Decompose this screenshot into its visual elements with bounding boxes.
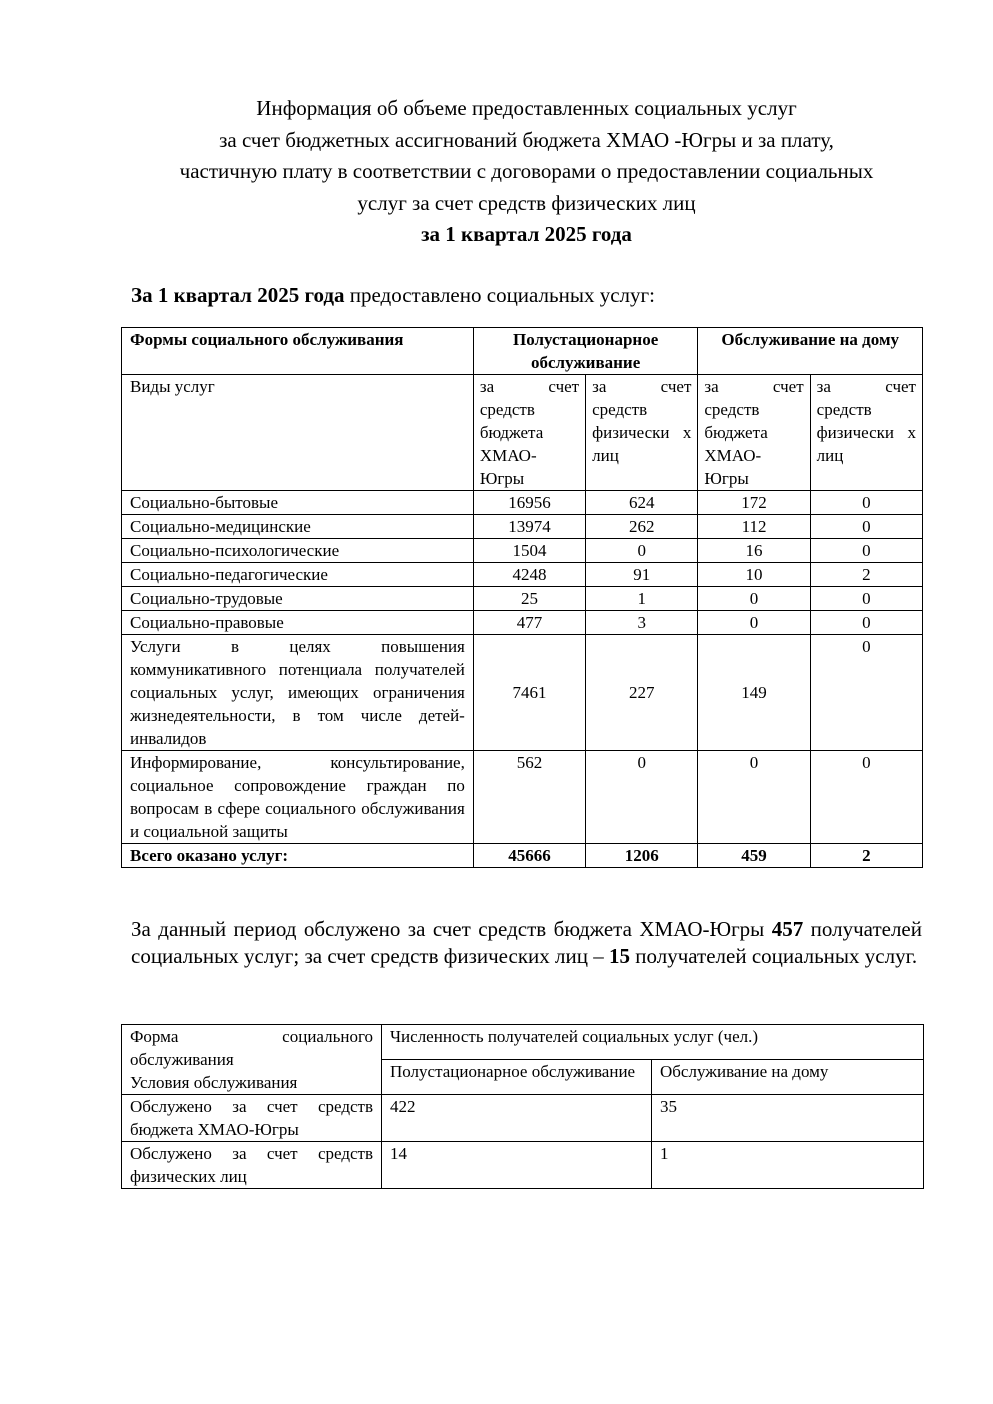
semi-physical-value: 0 <box>586 751 698 844</box>
summary-physical-count: 15 <box>609 944 630 968</box>
home-budget-value: 112 <box>698 515 810 539</box>
table-row <box>122 635 923 751</box>
table-row <box>122 491 923 515</box>
recipients-home-value: 35 <box>652 1095 924 1142</box>
header-home: Обслуживание на дому <box>698 328 923 375</box>
table-row <box>122 1095 924 1142</box>
recipients-corner-cell <box>122 1025 382 1095</box>
summary-paragraph <box>131 916 922 970</box>
semi-budget-value: 477 <box>473 611 585 635</box>
semi-budget-value: 4248 <box>473 563 585 587</box>
service-name: Социально-педагогические <box>122 563 474 587</box>
home-physical-value: 0 <box>810 611 922 635</box>
recipients-semi-value: 422 <box>382 1095 652 1142</box>
semi-budget-value: 25 <box>473 587 585 611</box>
summary-text-3: получателей социальных услуг. <box>630 944 918 968</box>
semi-physical-value: 3 <box>586 611 698 635</box>
table-row <box>122 1142 924 1189</box>
semi-budget-value: 1504 <box>473 539 585 563</box>
header-semi-physical: за счет средств физически х лиц <box>586 375 698 491</box>
recipients-home-value: 1 <box>652 1142 924 1189</box>
intro-text: предоставлено социальных услуг: <box>344 283 655 307</box>
table-row <box>122 539 923 563</box>
home-physical-value: 2 <box>810 563 922 587</box>
header-service-types: Виды услуг <box>122 375 474 491</box>
title-line-4: услуг за счет средств физических лиц <box>357 190 696 215</box>
recipients-home-header: Обслуживание на дому <box>652 1060 924 1095</box>
summary-text-2: получателей социальных услуг; за счет средств физических лиц – <box>131 917 922 968</box>
title-line-1: Информация об объеме предоставленных социальных услуг <box>256 96 797 120</box>
table-row <box>122 563 923 587</box>
recipients-row-label: Обслужено за счет средств бюджета ХМАО-Югры <box>122 1095 382 1142</box>
semi-physical-value: 0 <box>586 539 698 563</box>
header-semi-budget: за счет средств бюджета ХМАО-Югры <box>473 375 585 491</box>
summary-budget-count: 457 <box>771 917 804 941</box>
header-semi: Полустационарное обслуживание <box>473 328 698 375</box>
service-name: Социально-правовые <box>122 611 474 635</box>
services-subheader-row <box>122 375 923 491</box>
service-name: Социально-психологические <box>122 539 474 563</box>
semi-budget-value: 13974 <box>473 515 585 539</box>
home-budget-value: 0 <box>698 751 810 844</box>
semi-physical-value: 91 <box>586 563 698 587</box>
corner-line-2: обслуживания <box>130 1050 234 1069</box>
semi-physical-value: 1 <box>586 587 698 611</box>
semi-physical-value: 624 <box>586 491 698 515</box>
service-name: Услуги в целях повышения коммуникативного потенциала получателей социальных услуг, имеющих ограничения жизнедеятельности, в том числе детей-инвалидов <box>122 635 474 751</box>
home-physical-value: 0 <box>810 515 922 539</box>
total-semi-budget: 45666 <box>473 844 585 868</box>
home-budget-value: 10 <box>698 563 810 587</box>
home-physical-value: 0 <box>810 539 922 563</box>
total-home-physical: 2 <box>810 844 922 868</box>
home-budget-value: 16 <box>698 539 810 563</box>
header-home-physical: за счет средств физически х лиц <box>810 375 922 491</box>
intro-paragraph <box>131 280 931 310</box>
home-budget-value: 149 <box>698 635 810 751</box>
service-name: Социально-трудовые <box>122 587 474 611</box>
title-line-2: за счет бюджетных ассигнований бюджета ХМАО -Югры и за плату, <box>219 127 834 152</box>
table-row <box>122 587 923 611</box>
recipients-table <box>121 1024 924 1189</box>
recipients-row-label: Обслужено за счет средств физических лиц <box>122 1142 382 1189</box>
semi-physical-value: 262 <box>586 515 698 539</box>
recipients-header-row <box>122 1025 924 1060</box>
home-physical-value: 0 <box>810 587 922 611</box>
corner-line-3: Условия обслуживания <box>130 1073 298 1092</box>
semi-physical-value: 227 <box>586 635 698 751</box>
title-period: за 1 квартал 2025 года <box>421 222 632 246</box>
semi-budget-value: 16956 <box>473 491 585 515</box>
home-physical-value: 0 <box>810 491 922 515</box>
document-title <box>120 93 933 251</box>
home-physical-value: 0 <box>810 635 922 751</box>
home-budget-value: 0 <box>698 587 810 611</box>
total-home-budget: 459 <box>698 844 810 868</box>
title-line-3: частичную плату в соответствии с договорами о предоставлении социальных <box>179 159 874 183</box>
table-row <box>122 611 923 635</box>
total-semi-physical: 1206 <box>586 844 698 868</box>
total-label: Всего оказано услуг: <box>122 844 474 868</box>
summary-text-1: За данный период обслужено за счет средств бюджета ХМАО-Югры <box>131 917 772 941</box>
table-row <box>122 751 923 844</box>
home-budget-value: 0 <box>698 611 810 635</box>
recipients-semi-header: Полустационарное обслуживание <box>382 1060 652 1095</box>
intro-period: За 1 квартал 2025 года <box>131 283 345 307</box>
service-name: Социально-медицинские <box>122 515 474 539</box>
recipients-semi-value: 14 <box>382 1142 652 1189</box>
home-physical-value: 0 <box>810 751 922 844</box>
semi-budget-value: 7461 <box>473 635 585 751</box>
semi-budget-value: 562 <box>473 751 585 844</box>
services-table <box>121 327 923 868</box>
header-forms: Формы социального обслуживания <box>122 328 474 375</box>
recipients-count-header: Численность получателей социальных услуг (чел.) <box>382 1025 924 1060</box>
table-row <box>122 515 923 539</box>
header-home-budget: за счет средств бюджета ХМАО-Югры <box>698 375 810 491</box>
service-name: Социально-бытовые <box>122 491 474 515</box>
home-budget-value: 172 <box>698 491 810 515</box>
services-header-row <box>122 328 923 375</box>
corner-line-1: Форма социального <box>130 1027 373 1046</box>
service-name: Информирование, консультирование, социальное сопровождение граждан по вопросам в сфере социального обслуживания и социальной защиты <box>122 751 474 844</box>
total-row <box>122 844 923 868</box>
